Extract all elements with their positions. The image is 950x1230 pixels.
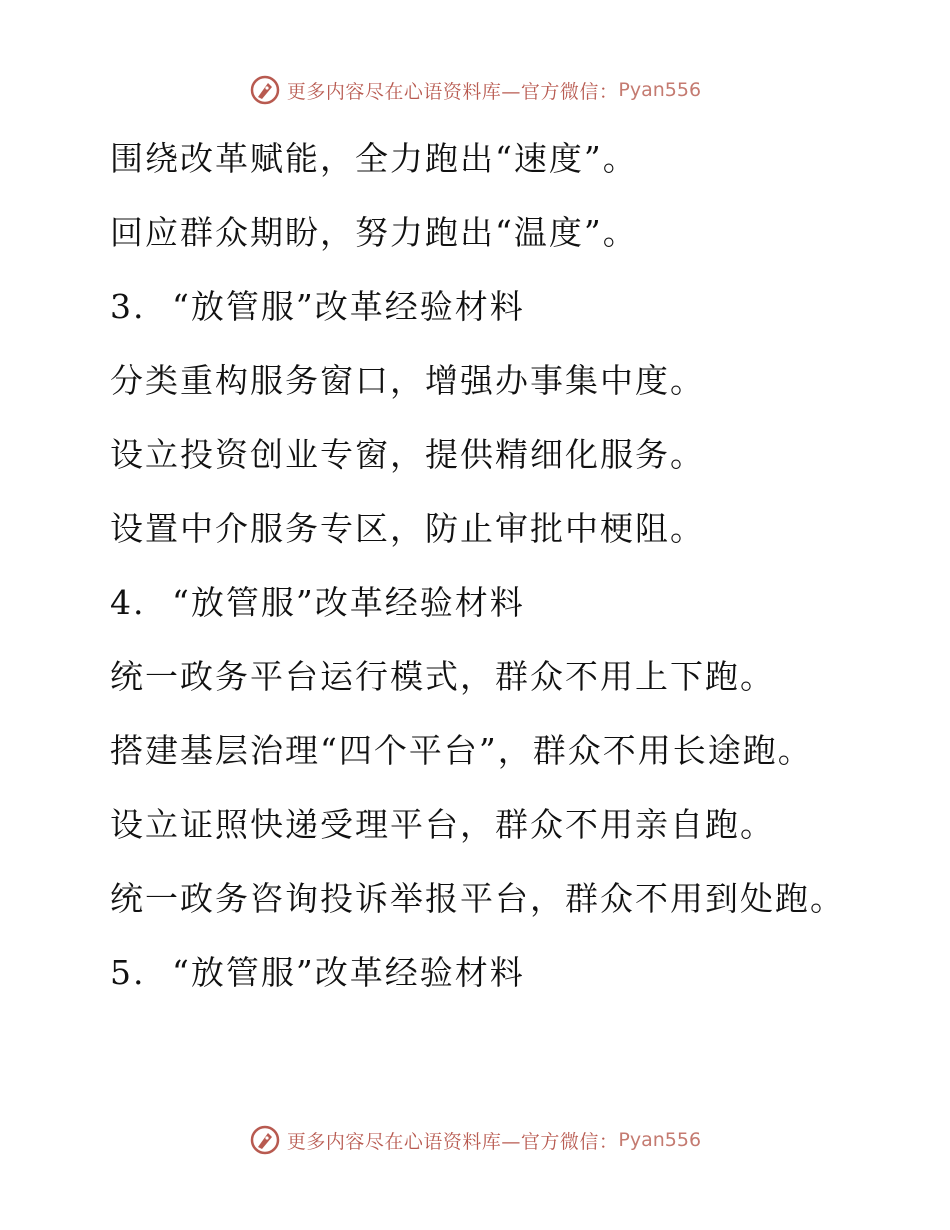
banner-wechat-id: Pyan556 (618, 1129, 702, 1151)
line-text: 设立证照快递受理平台，群众不用亲自跑。 (110, 805, 775, 844)
section-title: “放管服”改革经验材料 (172, 287, 525, 326)
text-line (110, 714, 930, 788)
section-number: 3. (110, 287, 146, 326)
banner-text: 更多内容尽在心语资料库—官方微信： (286, 80, 619, 103)
section-title: “放管服”改革经验材料 (172, 583, 525, 622)
line-text: 统一政务咨询投诉举报平台，群众不用到处跑。 (110, 879, 845, 918)
header-banner (0, 70, 950, 110)
line-text: 设立投资创业专窗，提供精细化服务。 (110, 435, 705, 474)
line-text: 围绕改革赋能，全力跑出“速度”。 (110, 139, 638, 178)
banner-text: 更多内容尽在心语资料库—官方微信： (286, 1130, 619, 1153)
text-line (110, 122, 930, 196)
pen-nib-logo-icon (249, 74, 281, 106)
footer-banner (0, 1120, 950, 1160)
text-line (110, 788, 930, 862)
line-text: 分类重构服务窗口，增强办事集中度。 (110, 361, 705, 400)
text-line (110, 418, 930, 492)
section-number: 5. (110, 953, 146, 992)
line-text: 搭建基层治理“四个平台”，群众不用长途跑。 (110, 731, 813, 770)
banner-wechat-id: Pyan556 (618, 79, 702, 101)
text-line (110, 862, 930, 936)
section-heading (110, 566, 930, 640)
section-heading (110, 936, 930, 1010)
section-heading (110, 270, 930, 344)
text-line (110, 492, 930, 566)
line-text: 统一政务平台运行模式，群众不用上下跑。 (110, 657, 775, 696)
pen-nib-logo-icon (249, 1124, 281, 1156)
text-line (110, 640, 930, 714)
line-text: 设置中介服务专区，防止审批中梗阻。 (110, 509, 705, 548)
section-number: 4. (110, 583, 146, 622)
document-body (110, 122, 930, 1010)
section-title: “放管服”改革经验材料 (172, 953, 525, 992)
text-line (110, 344, 930, 418)
text-line (110, 196, 930, 270)
line-text: 回应群众期盼，努力跑出“温度”。 (110, 213, 638, 252)
